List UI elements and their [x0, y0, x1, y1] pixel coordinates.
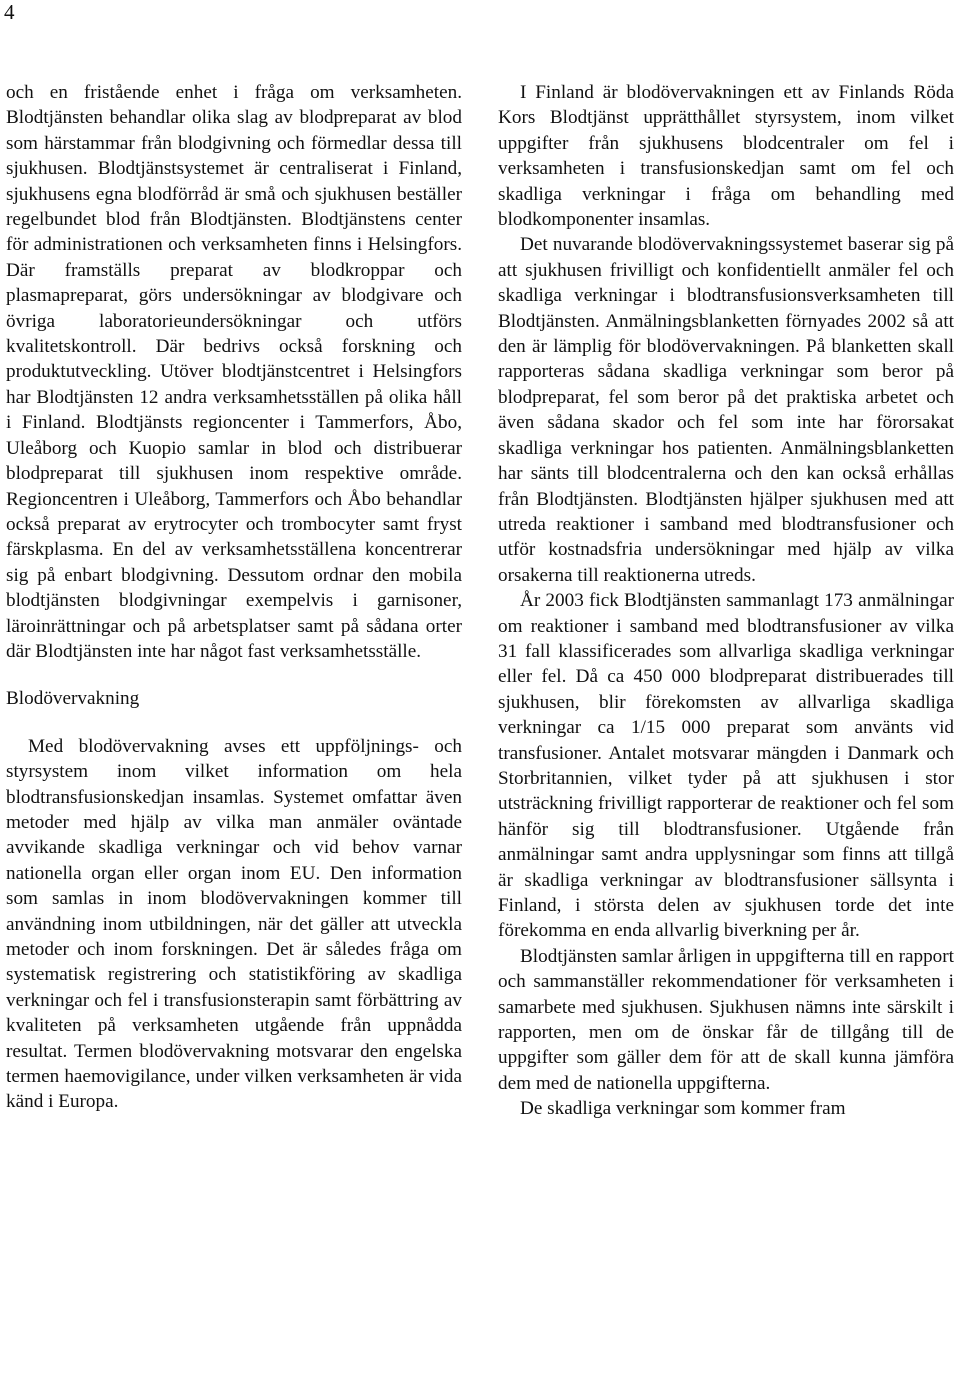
left-paragraph-blodovervakning: Med blodövervakning avses ett uppföljnings- och styrsystem inom vilket information om hela blodtransfusionskedjan insamlas. Systemet omfattar även metoder med hjälp av vilka man anmäler oväntade avvikande skadliga verkningar och vid behov varnar nationella organ eller organ inom EU. Den information som samlas in inom blodövervakningen kommer till användning inom utbildningen, när det gäller att utveckla metoder och inom forskningen. Det är således fråga om systematisk registrering och statistikföring av skadliga verkningar och fel i transfusionsterapin samt förbättring av kvaliteten på verksamheten utgående från uppnådda resultat. Termen blodövervakning motsvarar den engelska termen haemovigilance, under vilken verksamheten är vida känd i Europa. — [6, 735, 462, 1113]
right-column — [498, 80, 954, 1122]
section-heading: Blodövervakning — [6, 688, 140, 710]
right-paragraph-1: I Finland är blodövervakningen ett av Finlands Röda Kors Blodtjänst upprätthållet styrsystem, inom vilket uppgifter från sjukhusens blodcentraler om fel i verksamheten i transfusionskedjan samt om fel och skadliga verkningar i fråga om behandling med blodkomponenter insamlas. — [498, 82, 954, 231]
left-column — [6, 80, 462, 1115]
left-paragraph-intro: och en fristående enhet i fråga om verksamheten. Blodtjänsten behandlar olika slag av blodpreparat av blod som härstammar från blodgivning och förmedlar dessa till sjukhusen. Blodtjänstsystemet är centraliserat i Finland, sjukhusens egna blodförråd är små och sjukhusen beställer regelbundet blod från Blodtjänsten. Blodtjänstens center för administrationen och verksamheten finns i Helsingfors. Där framställs preparat av blodkroppar och plasmapreparat, görs undersökningar av blodgivare och övriga laboratorieundersökningar och utförs kvalitetskontroll. Där bedrivs också forskning och produktutveckling. Utöver blodtjänstcentret i Helsingfors har Blodtjänsten 12 andra verksamhetsställen på olika håll i Finland. Blodtjänsts regioncenter i Tammerfors, Åbo, Uleåborg och Kuopio samlar in blod och distribuerar blodpreparat till sjukhusen inom respektive område. Regioncentren i Uleåborg, Tammerfors och Åbo behandlar också preparat av erytrocyter och trombocyter samt fryst färskplasma. En del av verksamhetsställena koncentrerar sig på enbart blodgivning. Dessutom ordnar den mobila blodtjänsten blodgivningar exempelvis i garnisoner, läroinrättningar och på arbetsplatser samt på sådana orter där Blodtjänsten inte har något fast verksamhetsställe. — [6, 82, 462, 662]
right-paragraph-3: År 2003 fick Blodtjänsten sammanlagt 173 anmälningar om reaktioner i samband med blodtransfusioner av vilka 31 fall klassificerades som allvarliga skadliga verkningar eller fel. Då ca 450 000 blodpreparat distribuerades till sjukhusen, blir förekomsten av allvarliga skadliga verkningar ca 1/15 000 preparat som använts vid transfusioner. Antalet motsvarar mängden i Danmark och Storbritannien, vilket tyder på att sjukhusen i stor utsträckning frivilligt rapporterar de reaktioner och fel som hänför sig till blodtransfusioner. Utgående från anmälningar samt andra upplysningar som finns att tillgå är skadliga verkningar av blodtransfusioner sällsynta i Finland, i största delen av sjukhusen torde det inte förekomma en enda allvarlig biverkning per år. — [498, 590, 954, 942]
page-number: 4 — [4, 0, 15, 24]
right-paragraph-2: Det nuvarande blodövervakningssystemet baserar sig på att sjukhusen frivilligt och konfidentiellt anmäler fel och skadliga verkningar i blodtransfusionsverksamheten till Blodtjänsten. Anmälningsblanketten förnyades 2002 så att den är lämplig för blodövervakningen. På blanketten skall rapporteras sådana skadliga verkningar som beror på blodpreparat, fel som beror på det praktiska arbetet och även sådana skador och fel som inte har förorsakat skadliga verkningar hos patienten. Anmälningsblanketten har sänts till blodcentralerna och den kan också erhållas från Blodtjänsten. Blodtjänsten hjälper sjukhusen med att utreda reaktioner i samband med blodtransfusioner och utför kostnadsfria undersökningar med hjälp av vilka orsakerna till reaktionerna utreds. — [498, 234, 954, 586]
right-paragraph-4: Blodtjänsten samlar årligen in uppgifterna till en rapport och sammanställer rekommendationer för verksamheten i samarbete med sjukhusen. Sjukhusen nämns inte särskilt i rapporten, men om de önskar får de tillgång till de uppgifter som gäller dem för att de skall kunna jämföra dem med de nationella uppgifterna. — [498, 945, 954, 1094]
right-paragraph-5: De skadliga verkningar som kommer fram — [520, 1098, 846, 1120]
